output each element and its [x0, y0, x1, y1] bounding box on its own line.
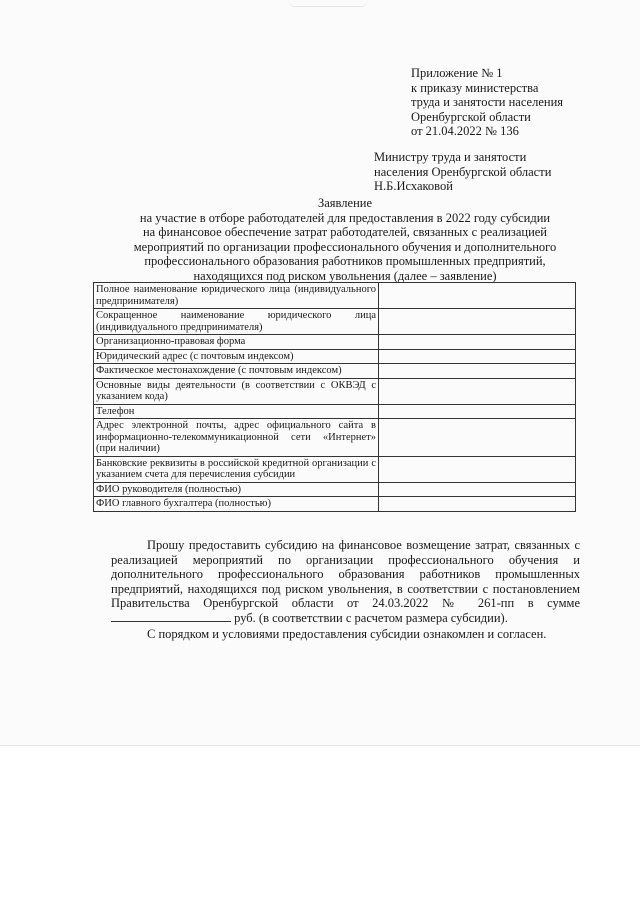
title-subject-line: на участие в отборе работодателей для предоставления в 2022 году субсидии	[139, 210, 551, 225]
appendix-line: Оренбургской области	[411, 109, 531, 124]
title-heading: Заявление	[317, 196, 372, 210]
table-row	[94, 378, 576, 404]
field-label: Адрес электронной почты, адрес официального сайта в информационно-телекоммуникационной сети «Интернет» (при наличии)	[94, 419, 379, 457]
title-subject-line: находящихся под риском увольнения (далее – заявление)	[193, 268, 497, 283]
field-label: Юридический адрес (с почтовым индексом)	[94, 349, 379, 364]
table-row	[94, 497, 576, 512]
addressee-line: населения Оренбургской области	[374, 164, 552, 179]
field-label: Телефон	[94, 404, 379, 419]
field-value[interactable]	[379, 349, 576, 364]
field-value[interactable]	[379, 404, 576, 419]
table-row	[94, 283, 576, 309]
table-row	[94, 456, 576, 482]
table-row	[94, 335, 576, 350]
request-text	[111, 538, 580, 641]
title-subject-line: мероприятий по организации профессионального обучения и дополнительного	[133, 239, 557, 254]
field-value[interactable]	[379, 497, 576, 512]
field-label: Полное наименование юридического лица (индивидуального предпринимателя)	[94, 283, 379, 309]
field-value[interactable]	[379, 309, 576, 335]
addressee-line: Министру труда и занятости	[374, 150, 527, 164]
request-body: Прошу предоставить субсидию на финансовое возмещение затрат, связанных с реализацией мероприятий по организации профессионального обучения и дополнительного профессионального образования работников промышленных предприятий, находящихся под риском увольнения, в соответствии с постановлением Правительства Оренбургской области от 24.03.2022 № 261-пп в сумме	[111, 538, 580, 611]
applicant-info-table	[93, 282, 576, 512]
field-label: ФИО главного бухгалтера (полностью)	[94, 497, 379, 512]
agreement-paragraph: С порядком и условиями предоставления субсидии ознакомлен и согласен.	[147, 626, 547, 641]
field-label: ФИО руководителя (полностью)	[94, 482, 379, 497]
field-value[interactable]	[379, 482, 576, 497]
field-label: Организационно-правовая форма	[94, 335, 379, 350]
appendix-block	[411, 66, 611, 139]
request-paragraph	[111, 538, 580, 626]
field-label: Сокращенное наименование юридического лица (индивидуального предпринимателя)	[94, 309, 379, 335]
document-title	[90, 196, 600, 283]
request-tail: руб. (в соответствии с расчетом размера субсидии).	[234, 610, 508, 625]
table-row	[94, 404, 576, 419]
field-value[interactable]	[379, 364, 576, 379]
title-subject-line: на финансовое обеспечение затрат работодателей, связанных с реализацией	[142, 225, 547, 239]
field-label: Банковские реквизиты в российской кредитной организации с указанием счета для перечисления субсидии	[94, 456, 379, 482]
field-value[interactable]	[379, 378, 576, 404]
field-label: Основные виды деятельности (в соответствии с ОКВЭД с указанием кода)	[94, 378, 379, 404]
table-row	[94, 309, 576, 335]
amount-blank-field[interactable]	[111, 611, 231, 622]
addressee-line: Н.Б.Исхаковой	[374, 179, 453, 193]
scan-artifact	[288, 0, 368, 7]
field-value[interactable]	[379, 335, 576, 350]
field-value[interactable]	[379, 283, 576, 309]
field-value[interactable]	[379, 456, 576, 482]
table-row	[94, 364, 576, 379]
table-row	[94, 419, 576, 457]
appendix-line: от 21.04.2022 № 136	[411, 124, 519, 138]
addressee-block	[374, 150, 614, 194]
table-row	[94, 349, 576, 364]
appendix-line: Приложение № 1	[411, 66, 503, 80]
field-label: Фактическое местонахождение (с почтовым индексом)	[94, 364, 379, 379]
appendix-line: труда и занятости населения	[411, 95, 564, 109]
appendix-line: к приказу министерства	[411, 80, 539, 95]
title-subject-line: профессионального образования работников промышленных предприятий,	[144, 254, 546, 268]
table-row	[94, 482, 576, 497]
field-value[interactable]	[379, 419, 576, 457]
